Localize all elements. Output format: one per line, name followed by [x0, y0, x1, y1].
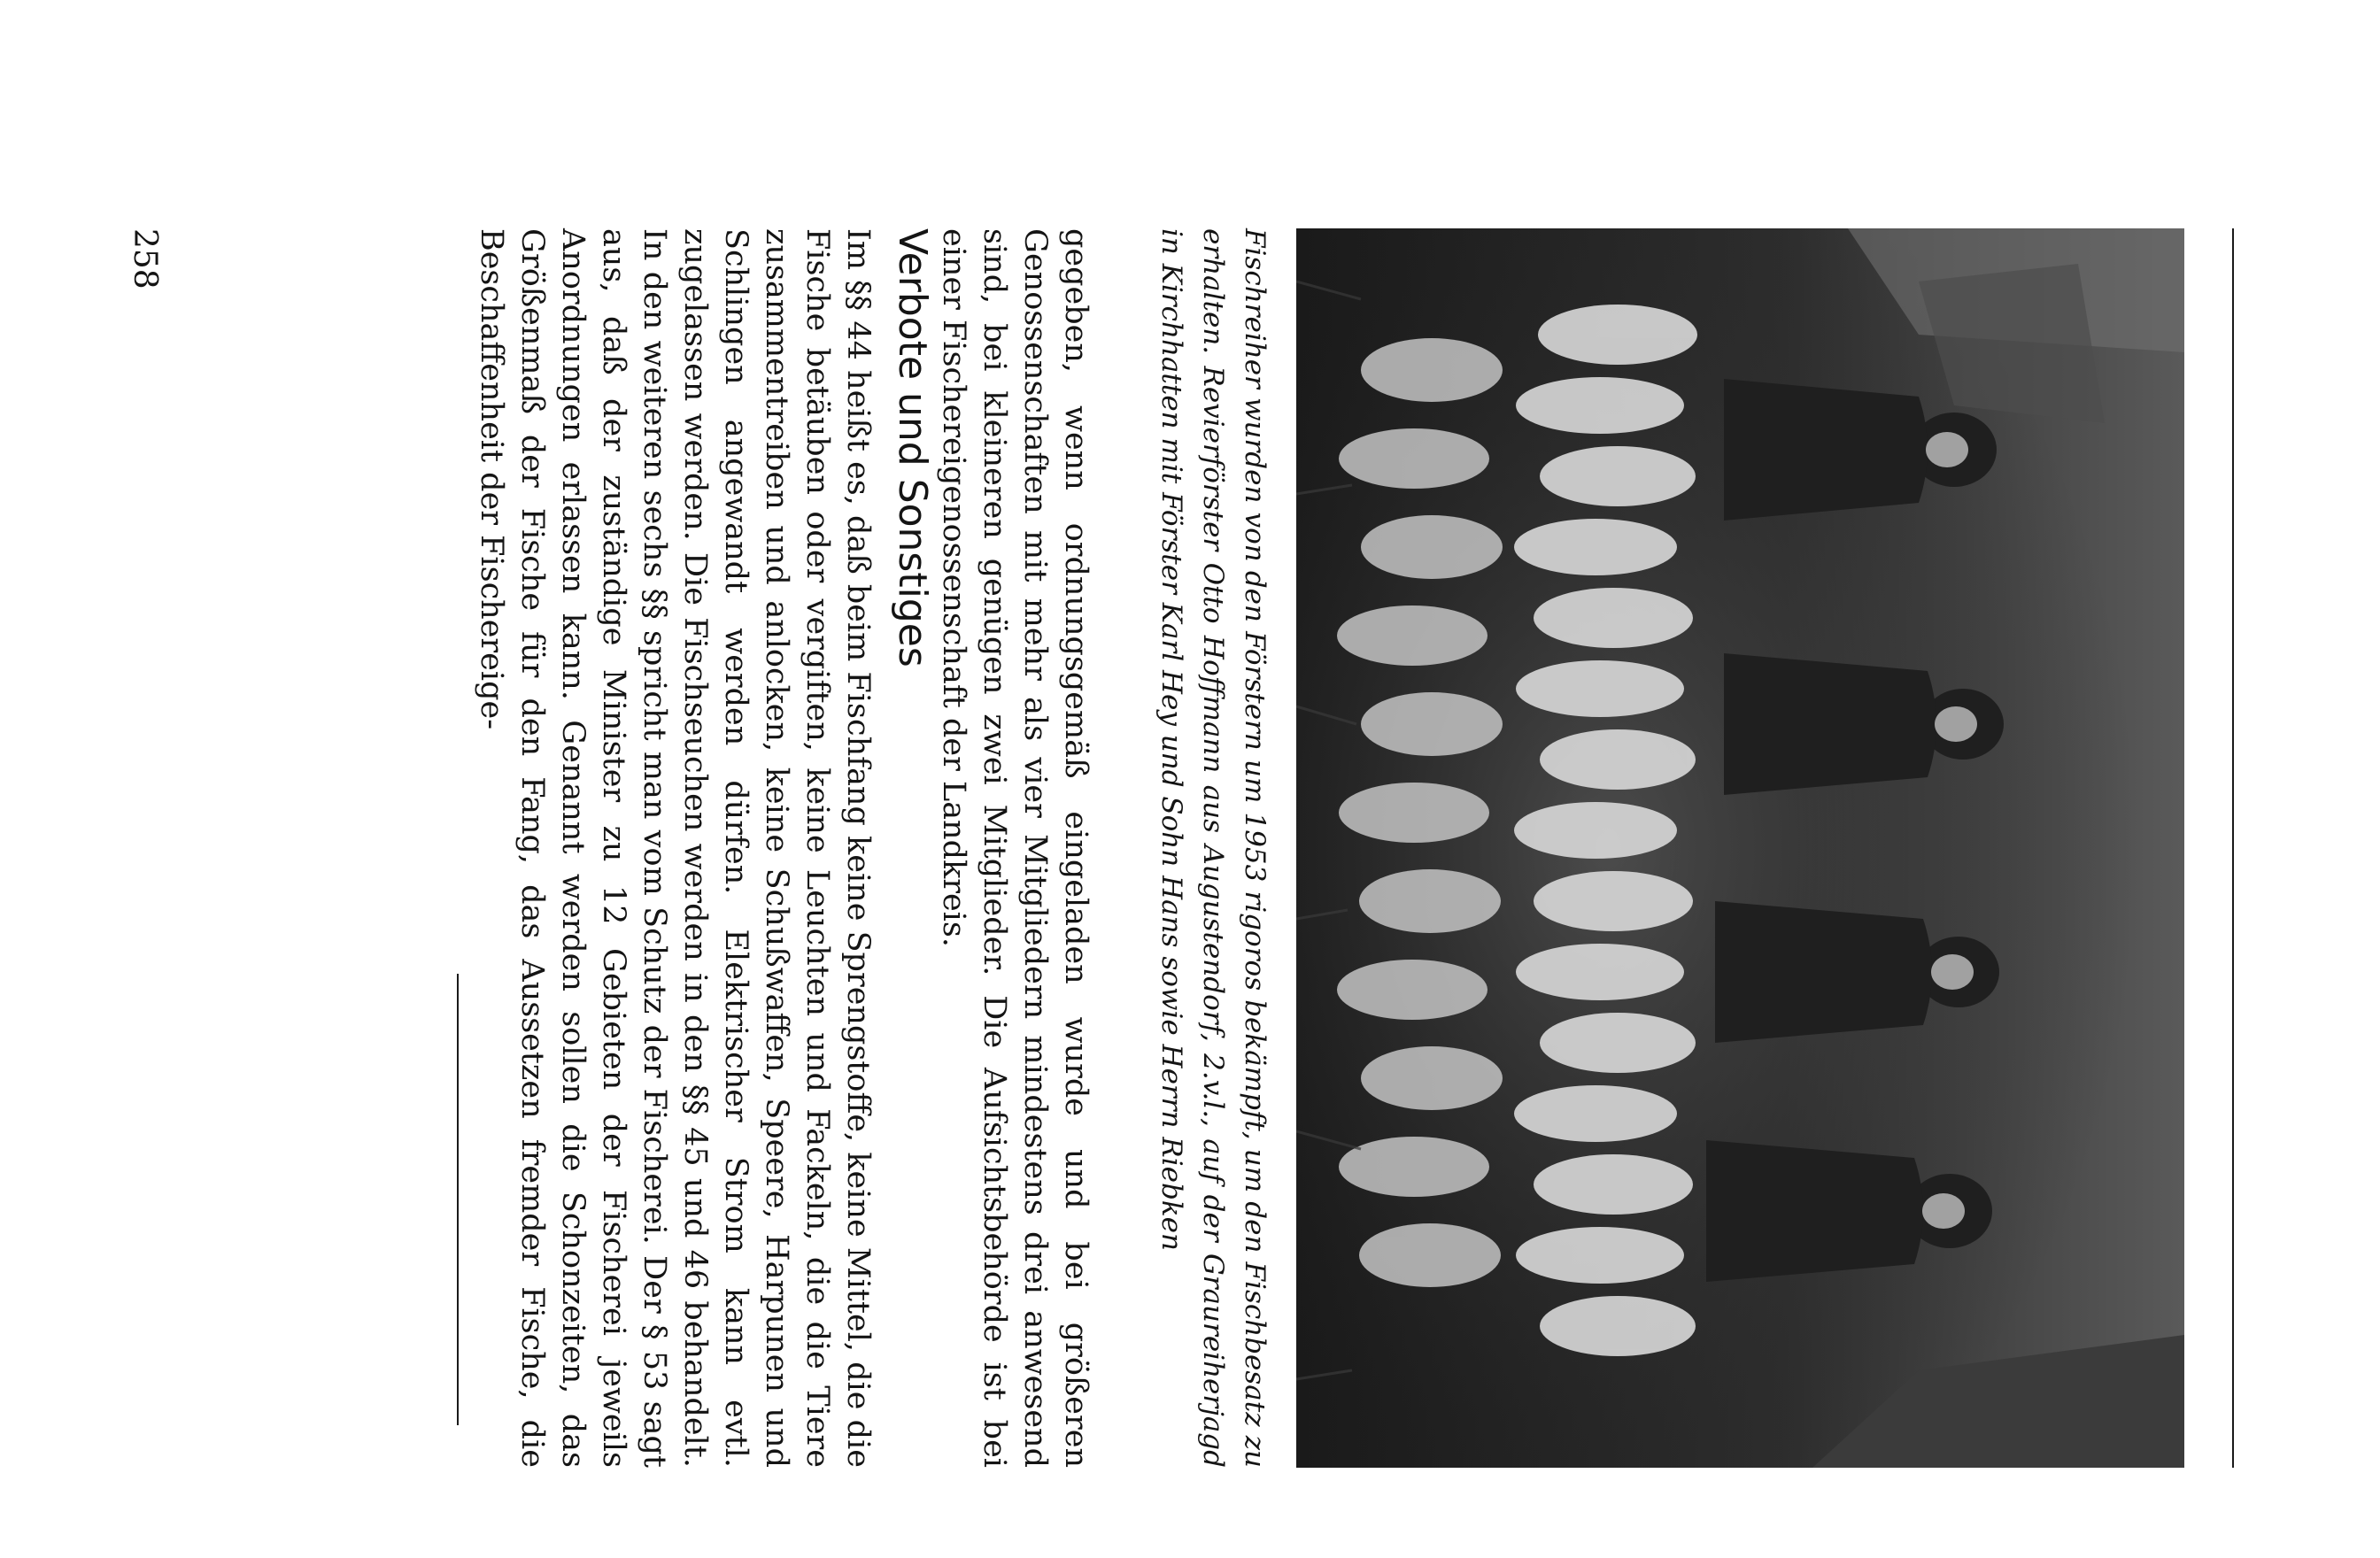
- page-number: 258: [127, 228, 163, 289]
- section-heading: Verbote und Sonstiges: [890, 228, 935, 667]
- body-paragraph-1: gegeben, wenn ordnungsgemäß eingeladen wurde und bei größeren Genossenschaften mit mehr als vier Mitgliedern mindestens drei anwesend sind, bei kleineren genügen zwei Mitglieder. Die Aufsichtsbehörde ist bei einer Fischereigenossenschaft der Landkreis.: [936, 228, 1093, 1468]
- photo-graphic: [1296, 228, 2184, 1468]
- photo-caption: Fischreiher wurden von den Förstern um 1953 rigoros bekämpft, um den Fischbesatz zu erhalten. Revierförster Otto Hoffmann aus Augustendorf, 2.v.l., auf der Graureiherjagd in Kirchhatten mit Förster Karl Hey und Sohn Hans sowie Herrn Riebken: [1155, 228, 1271, 1468]
- body-paragraph-2: Im §§ 44 heißt es, daß beim Fischfang keine Sprengstoffe, keine Mittel, die die Fische betäuben oder vergiften, keine Leuchten und Fackeln, die die Tiere zusammentreiben und anlocken, keine Schußwaffen, Speere, Harpunen und Schlingen angewandt werden dürfen. Elektrischer Strom kann evtl. zugelassen werden. Die Fischseuchen werden in den §§ 45 und 46 behandelt. In den weiteren sechs §§ spricht man vom Schutz der Fischerei. Der § 53 sagt aus, daß der zuständige Minister zu 12 Gebieten der Fischerei jeweils Anordnungen erlassen kann. Genannt werden sollen die Schonzeiten, das Größenmaß der Fische für den Fang, das Aussetzen fremder Fische, die Beschaffenheit der Fischereige-: [474, 228, 876, 1468]
- bottom-rule: [457, 974, 459, 1425]
- top-rule: [2232, 228, 2234, 1468]
- hunters-with-herons-photo: [1296, 228, 2184, 1468]
